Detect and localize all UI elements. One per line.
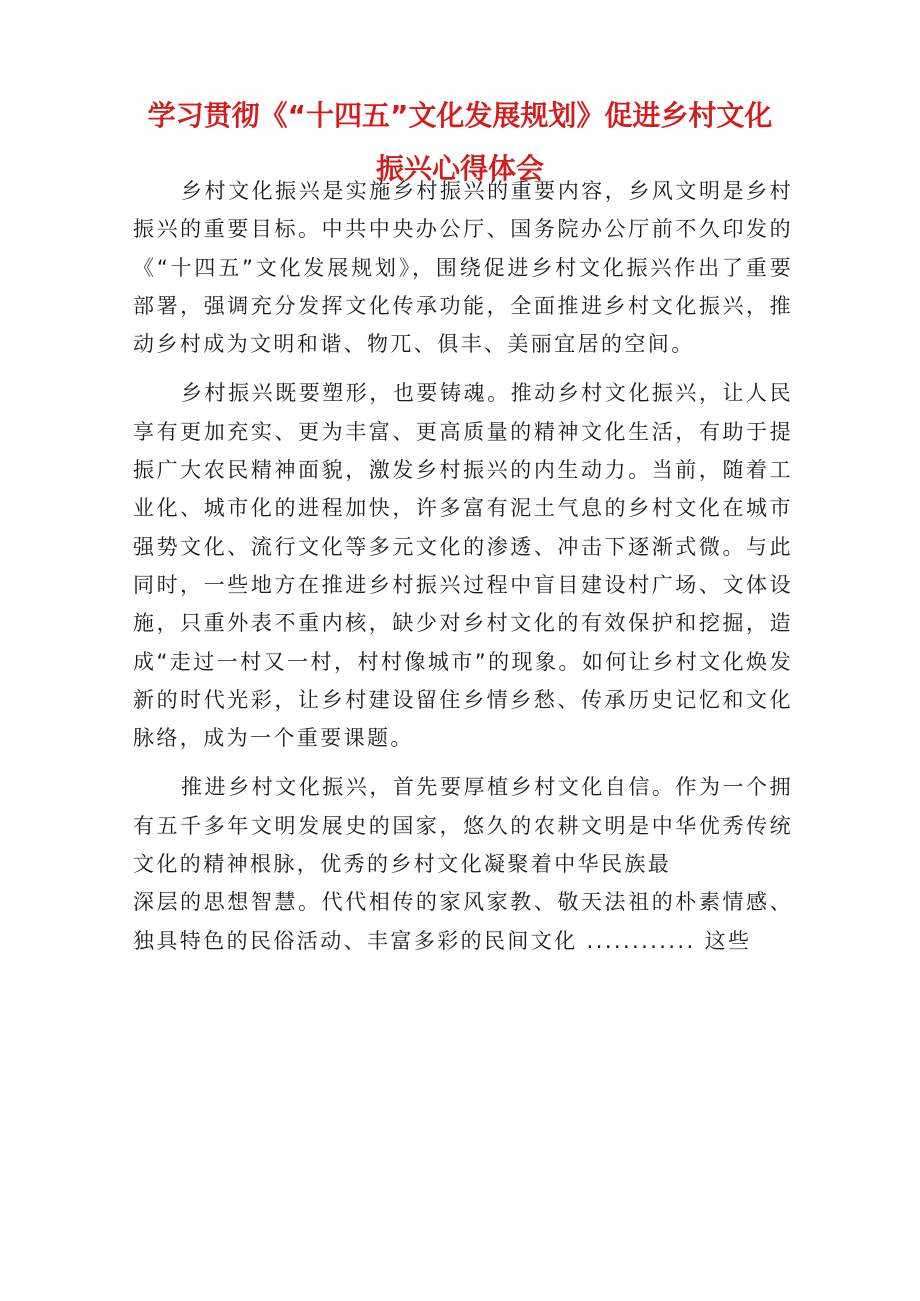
document-body — [133, 172, 793, 960]
document-title-line-2: 振兴心得体会 — [375, 152, 544, 185]
paragraph-4: 深层的思想智慧。代代相传的家风家教、敬天法祖的朴素情感、独具特色的民俗活动、丰富多彩的民间文化 ............ 这些 — [133, 890, 793, 953]
paragraph-3: 推进乡村文化振兴，首先要厚植乡村文化自信。作为一个拥有五千多年文明发展史的国家，悠久的农耕文明是中华优秀传统文化的精神根脉，优秀的乡村文化凝聚着中华民族最 — [133, 775, 793, 877]
document-title-line-1: 学习贯彻《“十四五”文化发展规划》促进乡村文化 — [147, 99, 773, 132]
paragraph-1: 乡村文化振兴是实施乡村振兴的重要内容，乡风文明是乡村振兴的重要目标。中共中央办公厅、国务院办公厅前不久印发的《“十四五”文化发展规划》，围绕促进乡村文化振兴作出了重要部署，强调充分发挥文化传承功能，全面推进乡村文化振兴，推动乡村成为文明和谐、物兀、俱丰、美丽宜居的空间。 — [133, 179, 793, 357]
paragraph-2: 乡村振兴既要塑形，也要铸魂。推动乡村文化振兴，让人民享有更加充实、更为丰富、更高质量的精神文化生活，有助于提振广大农民精神面貌，激发乡村振兴的内生动力。当前，随着工业化、城市化的进程加快，许多富有泥土气息的乡村文化在城市强势文化、流行文化等多元文化的渗透、冲击下逐渐式微。与此同时，一些地方在推进乡村振兴过程中盲目建设村广场、文体设施，只重外表不重内核，缺少对乡村文化的有效保护和挖掘，造成“走过一村又一村，村村像城市”的现象。如何让乡村文化焕发新的时代光彩，让乡村建设留住乡情乡愁、传承历史记忆和文化脉络，成为一个重要课题。 — [133, 381, 793, 751]
